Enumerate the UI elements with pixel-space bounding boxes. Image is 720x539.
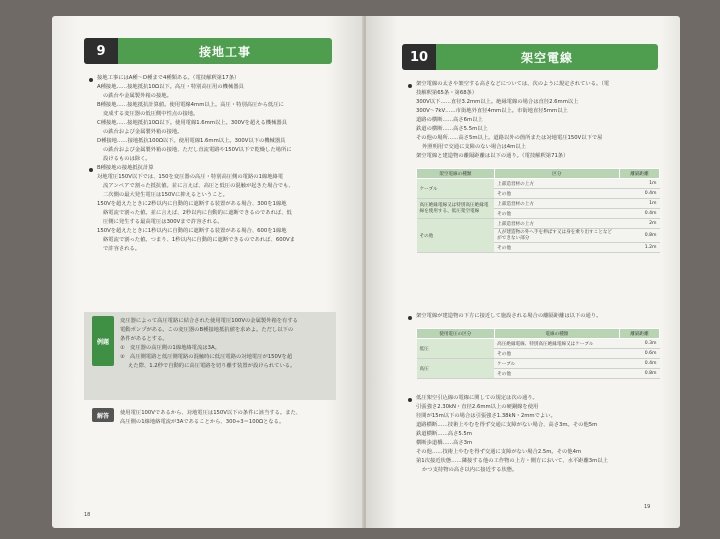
table-header: 離隔距離: [620, 169, 660, 179]
text-line: 鉄道横断……高さ5.5m: [416, 431, 472, 437]
table-cell: 上部造営材の上方: [494, 219, 619, 229]
table-cell: 上部造営材の上方: [494, 179, 619, 189]
table-cell: 0.4m: [620, 209, 660, 219]
text-line: 設けるものは除く。: [103, 156, 151, 162]
text-line: 技解釈第65条・第68条）: [416, 90, 478, 96]
table-cell: 2m: [620, 219, 660, 229]
right-page: [366, 16, 680, 528]
table-cell: ケーブル: [494, 359, 619, 369]
text-line: 300V以下……直径3.2mm以上。絶縁電線の場合は直径2.6mm以上: [416, 99, 579, 105]
text-line: 第1次接近状態……隣接する他の工作物の上方・側方において、水平距離3m以上: [416, 458, 608, 464]
text-line: 変圧器によって高圧電路に結合された使用電圧100Vの金属製外箱を有する: [120, 318, 298, 324]
text-line: 150Vを超えたときに1秒以内に自動的に遮断する装置がある場合、600を1線地: [97, 228, 287, 234]
table-cell: その他: [494, 349, 619, 359]
text-line: 道路横断……技術上やむを得ず交通に支障がない場合、高さ3m。その他5m: [416, 422, 598, 428]
text-line: 流アンペアで割った抵抗値。並に言えば、高圧と低圧の混触が起きた場合でも、: [103, 183, 294, 189]
clearance-table: [416, 168, 660, 253]
text-line: 300V〜7kV……市街地外直径4mm以上。市街地直径5mm以上: [416, 108, 568, 114]
text-line: 絡電流で割った値。並に言えば、2秒以内に自動的に遮断できるのであれば、低: [103, 210, 292, 216]
text-line: 鉄道の横断……高さ5.5m以上: [416, 126, 488, 132]
text-line: C種接地……接地抵抗10Ω以下。使用電線1.6mm以上。300Vを超える機械器具: [97, 120, 287, 126]
right-intro-text: [416, 80, 609, 161]
table-cell: その他: [494, 243, 619, 253]
answer-label: 解答: [92, 408, 114, 422]
bullet-icon: [408, 84, 412, 88]
text-line: その他……技術上やむを得ず交通に支障がない場合2.5m。その他4m: [416, 449, 582, 455]
bullet-icon: [408, 316, 412, 320]
text-line: 150Vを超えたときに2秒以内に自動的に遮断する装置がある場合、300を1線地: [97, 201, 287, 207]
section-title: 架空電線: [520, 50, 573, 65]
left-body-text-2: [97, 164, 295, 254]
text-line: 径間が15m以下の場合は引張強さ1.38kN・2mmでよい。: [416, 413, 556, 419]
text-line: 引張強さ2.30kN・直径2.6mm以上の硬銅線を使用: [416, 404, 539, 410]
table-row: [417, 359, 660, 369]
page-number: 19: [644, 504, 651, 510]
table-cell: その他: [494, 189, 619, 199]
text-line: 変成する変圧器の低圧側中性点の接地。: [103, 111, 199, 117]
table-header: 架空電線の種類: [417, 169, 495, 179]
table-row: [417, 199, 660, 209]
table-cell: 高圧絶縁電線又は特別高圧絶縁電線を使用する、低圧架空電線: [417, 199, 495, 219]
text-line: 架空電線と建造物の離隔距離は以下の通り。（電技解釈第71条）: [416, 153, 569, 159]
text-line: B種接地の接地抵抗計算: [97, 165, 154, 171]
right-mid-text: [416, 312, 601, 321]
table-cell: 低圧: [417, 339, 495, 359]
example-label: 例題: [92, 316, 114, 366]
text-line: で許容される。: [103, 246, 141, 252]
table-cell: 高圧: [417, 359, 495, 379]
text-line: 架空電線が建造物の下方に接近して施設される場合の離隔距離は以下の通り。: [416, 313, 602, 319]
table-cell: その他: [494, 369, 619, 379]
table-header: 区分: [494, 169, 619, 179]
table-row: [417, 179, 660, 189]
bullet-icon: [89, 78, 93, 82]
text-line: 使用電圧100Vであるから、対地電圧は150V以下の条件に該当する。また、: [120, 410, 302, 416]
text-line: かつ支持物の高さ以内に接近する状態。: [422, 467, 518, 473]
text-line: 圧側に発生する最高電圧は300Vまで許容される。: [103, 219, 223, 225]
bullet-icon: [89, 168, 93, 172]
section-number: 9: [84, 38, 118, 64]
text-line: 低圧架空引込線の電線に関しての規定は次の通り。: [416, 395, 538, 401]
answer-text: [120, 409, 301, 427]
text-line: の鉄台および金属製外箱の接地、ただし直流電路や150V以下で乾燥した場所に: [103, 147, 292, 153]
right-bottom-text: [416, 394, 608, 475]
text-line: ① 変圧器の高圧側の1線地絡電流は3A。: [120, 345, 220, 351]
table-cell: 0.6m: [620, 349, 660, 359]
table-cell: 1m: [620, 179, 660, 189]
table-row: [417, 339, 660, 349]
table-cell: その他: [494, 209, 619, 219]
example-text: [120, 317, 298, 371]
table-row: [417, 219, 660, 229]
under-clearance-table: [416, 328, 660, 379]
text-line: えた際、1.2秒で自動的に高圧電路を切り離す装置が設けられている。: [128, 363, 296, 369]
left-body-text: [97, 74, 292, 164]
section-header: [84, 38, 332, 64]
left-page: [52, 16, 364, 528]
table-header: 離隔距離: [620, 329, 660, 339]
text-line: 高圧側の1線地絡電流が3Aであることから、300÷3＝100Ωとなる。: [120, 419, 285, 425]
text-line: の鉄台や金属製外箱の接地。: [103, 93, 172, 99]
text-line: 外照明用で交通に支障のない場合は4m以上: [422, 144, 526, 150]
text-line: 架空電線の太さや架空する高さなどについては、次のように規定されている。（電: [416, 81, 610, 87]
table-cell: 0.4m: [620, 359, 660, 369]
page-number: 18: [84, 512, 91, 518]
table-header: 電線の種類: [494, 329, 619, 339]
open-booklet: [52, 16, 680, 528]
bullet-icon: [408, 398, 412, 402]
text-line: 絡電流で割った値。つまり、1秒以内に自動的に遮断できるのであれば、600Vま: [103, 237, 295, 243]
text-line: 横断歩道橋……高さ3m: [416, 440, 473, 446]
table-cell: 高圧絶縁電線、特別高圧絶縁電線又はケーブル: [494, 339, 619, 349]
table-cell: 0.8m: [620, 369, 660, 379]
text-line: の鉄台および金属製外箱の接地。: [103, 129, 183, 135]
text-line: その他の場所……高さ5m以上。道路以外の箇所または対地電圧150V以下で屋: [416, 135, 603, 141]
text-line: 道路の横断……高さ6m以上: [416, 117, 483, 123]
table-cell: 0.4m: [620, 189, 660, 199]
text-line: B種接地……接地抵抗計算値。使用電線4mm以上。高圧・特別高圧から低圧に: [97, 102, 284, 108]
table-cell: その他: [417, 219, 495, 253]
text-line: D種接地……接地抵抗100Ω以下。使用電線1.6mm以上。300V以下の機械器具: [97, 138, 286, 144]
table-cell: 上部造営材の上方: [494, 199, 619, 209]
text-line: 対地電圧150V以下では、150を変圧器の高圧・特別高圧側の電路の1線地絡電: [97, 174, 284, 180]
table-header: 使用電圧の区分: [417, 329, 495, 339]
text-line: 条件があるとする。: [120, 336, 168, 342]
table-cell: ケーブル: [417, 179, 495, 199]
text-line: 二次側の最大発生電圧は150Vに抑えるということ。: [103, 192, 228, 198]
table-cell: 1m: [620, 199, 660, 209]
text-line: A種接地……接地抵抗10Ω以下。高圧・特別高圧用の機械器具: [97, 84, 244, 90]
table-cell: 0.8m: [620, 229, 660, 243]
section-title: 接地工事: [198, 44, 251, 59]
text-line: 電動ポンプがある。この変圧器のB種接地抵抗値を求めよ。ただし以下の: [120, 327, 294, 333]
section-number: 10: [402, 44, 436, 70]
text-line: ② 高圧側電路と低圧側電路の混触時に低圧電路の対地電圧が150Vを超: [120, 354, 293, 360]
table-cell: 1.2m: [620, 243, 660, 253]
text-line: 接地工事にはA種〜D種まで4種類ある。（電技解釈第17条）: [97, 75, 240, 81]
table-cell: 人が建造物の外へ手を伸ばす又は身を乗り出すことなどができない部分: [494, 229, 619, 243]
table-cell: 0.3m: [620, 339, 660, 349]
section-header: [402, 44, 658, 70]
